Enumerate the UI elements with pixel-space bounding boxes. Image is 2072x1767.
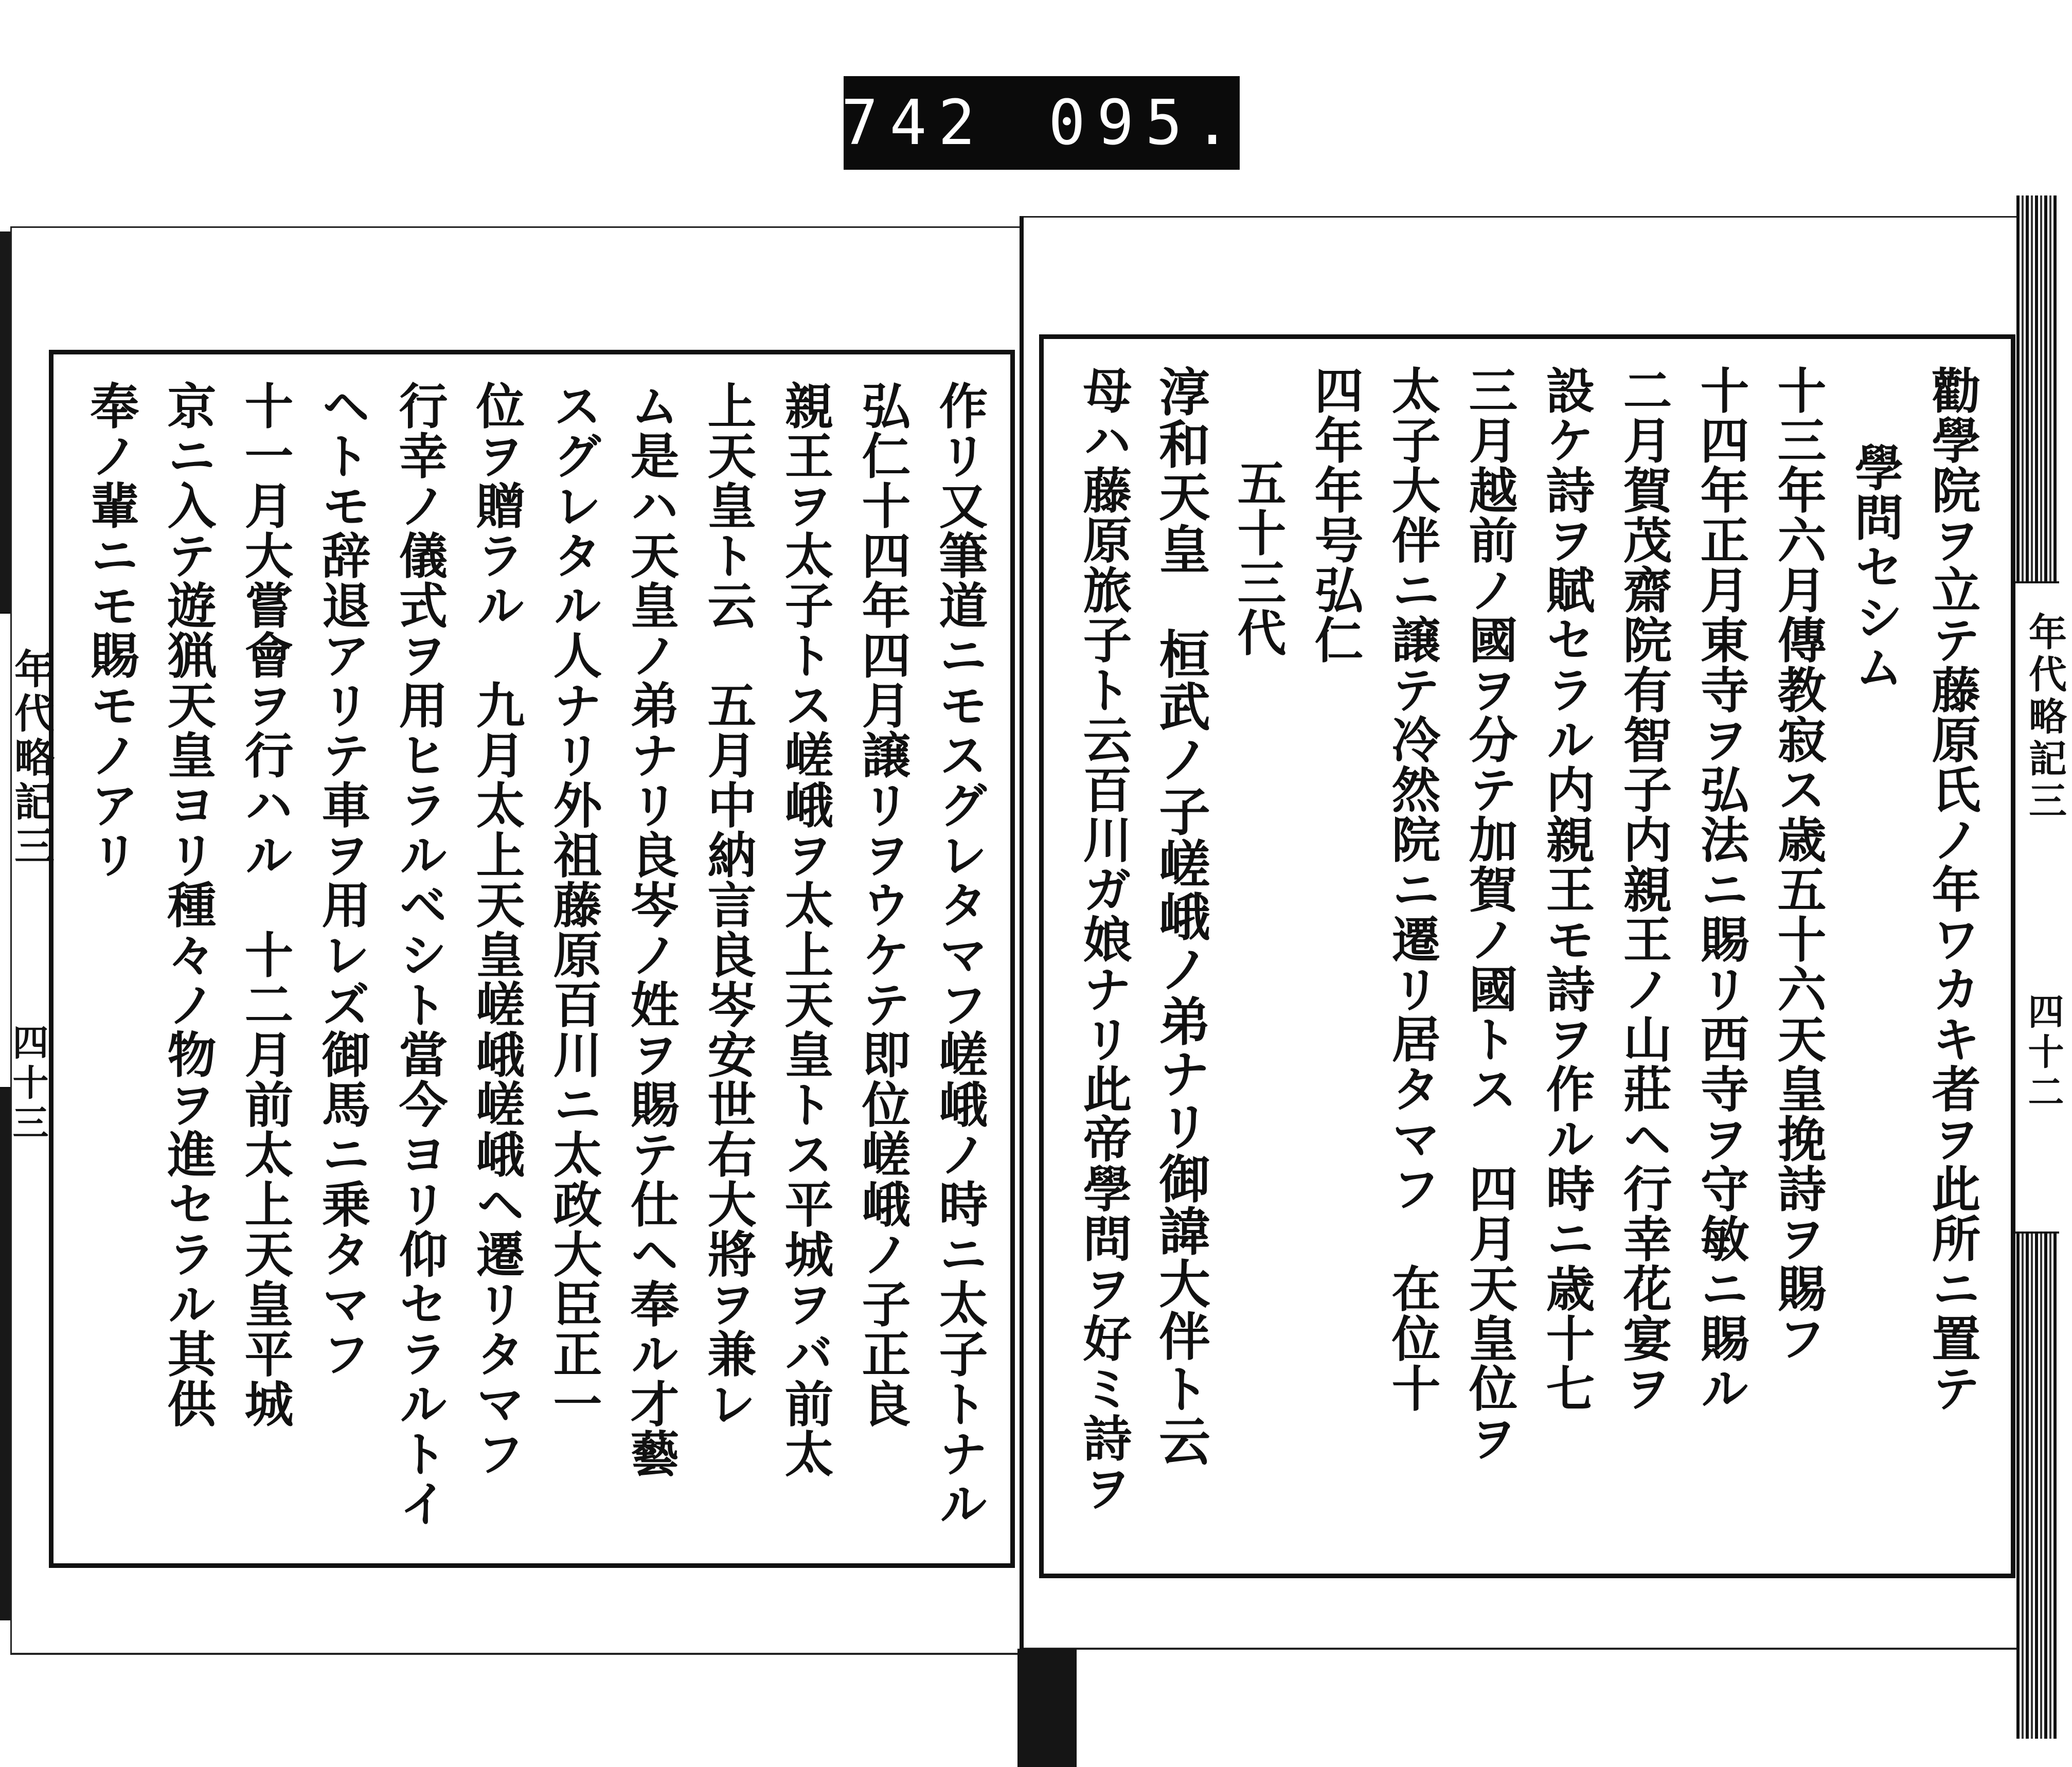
- catalog-number-left: 742: [841, 87, 987, 159]
- text-column: 京ニ入テ遊猟天皇ヨリ種々ノ物ヲ進セラル其供: [159, 381, 217, 1429]
- text-column: 四年年号弘仁: [1307, 365, 1364, 665]
- right-page-text: [1060, 365, 1991, 1554]
- catalog-number-right: 095.: [1048, 87, 1242, 159]
- spine-bottom-shadow: [1017, 1649, 1077, 1767]
- emperor-entry: 淳和天皇 桓武ノ子嵯峨ノ弟ナリ御諱大伴ト云: [1150, 365, 1211, 1467]
- right-folio-number: 四十二: [2022, 993, 2065, 1113]
- text-column: 母ハ藤原旅子ト云百川ガ娘ナリ此帝學問ヲ好ミ詩ヲ: [1075, 365, 1132, 1513]
- text-column: 十一月大嘗會ヲ行ハル 十二月前太上天皇平城: [237, 381, 294, 1429]
- reign-number: 五十三代: [1229, 458, 1287, 657]
- text-column: ム是ハ天皇ノ弟ナリ良岑ノ姓ヲ賜テ仕ヘ奉ル才藝: [622, 381, 680, 1478]
- left-folio-number: 四十三: [7, 1024, 49, 1144]
- text-column: 三月越前ノ國ヲ分テ加賀ノ國トス 四月天皇位ヲ: [1461, 365, 1518, 1463]
- text-column: 位ヲ贈ラル 九月太上天皇嵯峨嵯峨ヘ遷リタマフ: [468, 381, 525, 1478]
- text-column: 奉ノ輩ニモ賜モノアリ: [82, 381, 139, 880]
- book-spine: [1020, 216, 1024, 1656]
- text-column: 作リ又筆道ニモスグレタマフ嵯峨ノ時ニ太子トナル: [931, 381, 988, 1528]
- text-column: スグレタル人ナリ外祖藤原百川ニ太政大臣正一: [545, 381, 602, 1429]
- text-column: 十三年六月傳教寂ス歳五十六天皇挽詩ヲ賜フ: [1770, 365, 1827, 1363]
- text-column: 十四年正月東寺ヲ弘法ニ賜リ西寺ヲ守敏ニ賜ル: [1692, 365, 1749, 1413]
- text-column: 行幸ノ儀式ヲ用ヒラルベシト當今ヨリ仰セラルトイ: [391, 381, 448, 1528]
- text-column: 二月賀茂齋院有智子内親王ノ山莊ヘ行幸花宴ヲ: [1615, 365, 1672, 1413]
- text-column: 親王ヲ太子トス嵯峨ヲ太上天皇トス平城ヲバ前太: [777, 381, 834, 1478]
- text-column: 設ケ詩ヲ賦セラル内親王モ詩ヲ作ル時ニ歳十七: [1538, 365, 1595, 1413]
- text-column: 弘仁十四年四月譲リヲウケテ即位嵯峨ノ子正良: [854, 381, 911, 1429]
- right-margin-title: 年代略記三: [2023, 612, 2067, 823]
- left-margin-title: 年代略記三: [8, 648, 55, 869]
- text-column: ヘトモ辞退アリテ車ヲ用レズ御馬ニ乗タマフ: [314, 381, 371, 1379]
- text-column: 上天皇ト云 五月中納言良岑安世右大將ヲ兼レ: [700, 381, 757, 1429]
- text-column: 勸學院ヲ立テ藤原氏ノ年ワカキ者ヲ此所ニ置テ: [1924, 365, 1981, 1413]
- text-column: 太子大伴ニ譲テ冷然院ニ遷リ居タマフ 在位十: [1384, 365, 1441, 1413]
- text-column: 學問セシム: [1847, 442, 1904, 692]
- left-page-text: [72, 381, 998, 1543]
- catalog-number-label: [841, 76, 1242, 170]
